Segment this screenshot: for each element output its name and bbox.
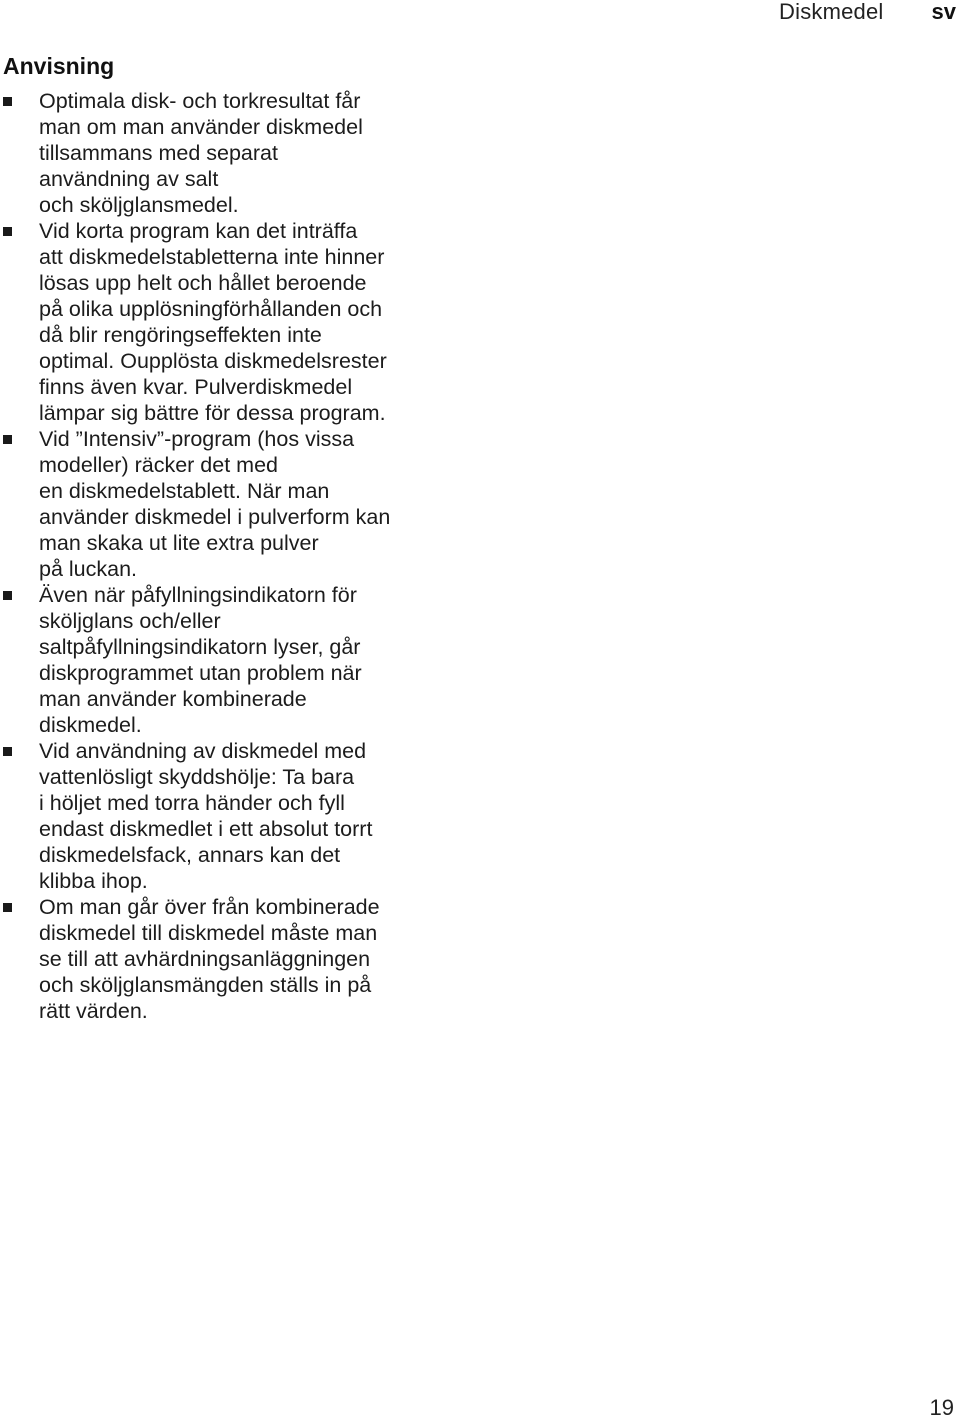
list-item-text: Vid korta program kan det inträffa att diskmedelstabletterna inte hinner lösas upp helt och hållet beroende på olika upplösningförhållanden och då blir rengöringseffekten inte optimal. Oupplösta diskmedelsrester finns även kvar. Pulverdiskmedel lämpar sig bättre för dessa program. bbox=[39, 219, 387, 425]
square-bullet-icon bbox=[3, 747, 12, 756]
list-item bbox=[0, 218, 470, 426]
note-list bbox=[0, 88, 470, 1024]
square-bullet-icon bbox=[3, 227, 12, 236]
header-section-title: Diskmedel bbox=[779, 0, 884, 24]
page-number: 19 bbox=[929, 1395, 954, 1420]
list-item bbox=[0, 738, 470, 894]
list-item-text: Om man går över från kombinerade diskmedel till diskmedel måste man se till att avhärdningsanläggningen och sköljglansmängden ställs in på rätt värden. bbox=[39, 895, 380, 1023]
list-item-text: Även när påfyllningsindikatorn för sköljglans och/eller saltpåfyllningsindikatorn lyser, går diskprogrammet utan problem när man använder kombinerade diskmedel. bbox=[39, 583, 362, 737]
list-item bbox=[0, 582, 470, 738]
square-bullet-icon bbox=[3, 903, 12, 912]
section-heading: Anvisning bbox=[3, 53, 115, 79]
list-item bbox=[0, 426, 470, 582]
header-language-code: sv bbox=[931, 0, 956, 24]
list-item bbox=[0, 88, 470, 218]
list-item-text: Vid användning av diskmedel med vattenlösligt skyddshölje: Ta bara i höljet med torra händer och fyll endast diskmedlet i ett absolut torrt diskmedelsfack, annars kan det klibba ihop. bbox=[39, 739, 373, 893]
page-header bbox=[779, 0, 956, 24]
square-bullet-icon bbox=[3, 97, 12, 106]
list-item bbox=[0, 894, 470, 1024]
square-bullet-icon bbox=[3, 591, 12, 600]
square-bullet-icon bbox=[3, 435, 12, 444]
list-item-text: Optimala disk- och torkresultat får man om man använder diskmedel tillsammans med separat användning av salt och sköljglansmedel. bbox=[39, 89, 363, 217]
list-item-text: Vid ”Intensiv”-program (hos vissa modeller) räcker det med en diskmedelstablett. När man använder diskmedel i pulverform kan man skaka ut lite extra pulver på luckan. bbox=[39, 427, 391, 581]
